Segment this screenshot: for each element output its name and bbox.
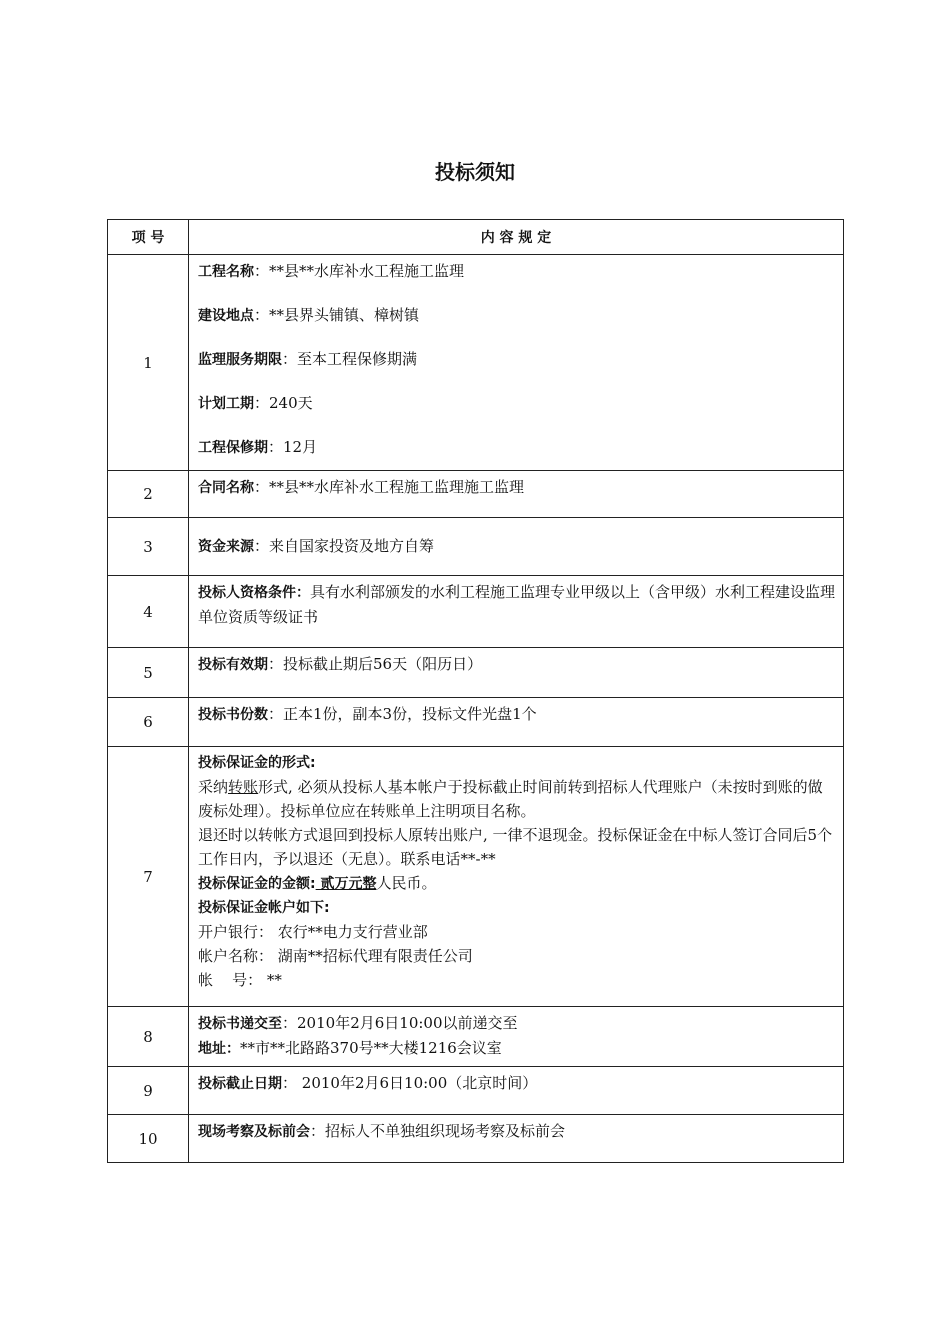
schedule-line — [198, 391, 835, 416]
field-value: **市**北路路370号**大楼1216会议室 — [240, 1039, 502, 1057]
field-value: 2010年2月6日10:00（北京时间） — [297, 1074, 538, 1092]
field-value: 12月 — [283, 438, 318, 456]
row-number: 4 — [108, 576, 189, 648]
field-sep: ： — [268, 705, 284, 723]
row-number: 10 — [108, 1115, 189, 1163]
row-content — [189, 518, 844, 576]
deposit-bank: 开户银行： 农行**电力支行营业部 — [198, 923, 428, 941]
field-value: 正本1份，副本3份，投标文件光盘1个 — [283, 705, 537, 723]
field-label: 地址： — [198, 1041, 240, 1057]
field-sep: ： — [282, 1074, 298, 1092]
field-value: 招标人不单独组织现场考察及标前会 — [325, 1122, 566, 1140]
deposit-account-name: 帐户名称： 湖南**招标代理有限责任公司 — [198, 947, 473, 965]
address-line — [198, 1036, 835, 1061]
table-row — [108, 1067, 844, 1115]
field-label: 投标截止日期 — [198, 1076, 282, 1092]
row-number: 2 — [108, 471, 189, 518]
row-content — [189, 698, 844, 747]
field-sep: ： — [268, 438, 284, 456]
deposit-amount-value: 贰万元整 — [315, 876, 377, 892]
table-row — [108, 1007, 844, 1067]
field-value: **县界头铺镇、樟树镇 — [269, 306, 420, 324]
field-sep: ： — [254, 394, 270, 412]
field-sep: ： — [282, 1014, 298, 1032]
field-label: 建设地点 — [198, 308, 254, 324]
page-title: 投标须知 — [435, 160, 515, 184]
table-row — [108, 747, 844, 1007]
row-number: 8 — [108, 1007, 189, 1067]
row-number: 6 — [108, 698, 189, 747]
field-sep: ： — [254, 537, 270, 555]
table-header-row — [108, 220, 844, 255]
deposit-amount-label: 投标保证金的金额: — [198, 876, 316, 892]
table-row — [108, 1115, 844, 1163]
row-number: 5 — [108, 648, 189, 698]
field-label: 工程名称 — [198, 264, 254, 280]
field-label: 投标人资格条件： — [198, 585, 310, 601]
location-line — [198, 303, 835, 328]
deposit-amount-suffix: 人民币。 — [376, 874, 437, 892]
field-value: 具有水利部颁发的水利工程施工监理专业甲级以上（含甲级）水利工程建设监理单位资质等级证书 — [198, 583, 836, 626]
row-content — [189, 576, 844, 648]
field-label: 监理服务期限 — [198, 352, 282, 368]
field-value: **县**水库补水工程施工监理 — [269, 262, 465, 280]
field-sep: ： — [310, 1122, 326, 1140]
warranty-line — [198, 435, 835, 460]
field-label: 投标书递交至 — [198, 1016, 282, 1032]
field-label: 现场考察及标前会 — [198, 1124, 310, 1140]
deposit-form-text-underlined: 转账 — [228, 778, 259, 796]
deposit-amount-line — [198, 871, 835, 896]
deposit-form-label: 投标保证金的形式: — [198, 755, 316, 771]
field-value: 至本工程保修期满 — [297, 350, 418, 368]
field-sep: ： — [268, 655, 284, 673]
project-name-line — [198, 259, 835, 284]
field-label: 资金来源 — [198, 539, 254, 555]
table-row — [108, 576, 844, 648]
field-label: 计划工期 — [198, 396, 254, 412]
column-header-no: 项 号 — [108, 220, 189, 255]
deposit-form-text-a: 采纳 — [198, 778, 229, 796]
row-content — [189, 1067, 844, 1115]
deposit-refund-text: 退还时以转帐方式退回到投标人原转出账户, 一律不退现金。投标保证金在中标人签订合同后5个工作日内，予以退还（无息）。联系电话**-** — [198, 826, 833, 868]
field-sep: ： — [282, 350, 298, 368]
deposit-form-text — [198, 775, 835, 823]
column-header-content: 内 容 规 定 — [189, 220, 844, 255]
table-row — [108, 698, 844, 747]
deposit-form-text-b: 形式, 必须从投标人基本帐户于投标截止时间前转到招标人代理账户（未按时到账的做废标处理）。投标单位应在转账单上注明项目名称。 — [198, 778, 823, 820]
bid-instructions-table — [107, 219, 844, 1163]
row-number: 9 — [108, 1067, 189, 1115]
field-label: 工程保修期 — [198, 440, 268, 456]
field-value: 投标截止期后56天（阳历日） — [283, 655, 483, 673]
service-period-line — [198, 347, 835, 372]
field-sep: ： — [254, 262, 270, 280]
table-row — [108, 255, 844, 471]
field-sep: ： — [254, 306, 270, 324]
field-label: 投标书份数 — [198, 707, 268, 723]
field-value: 2010年2月6日10:00以前递交至 — [297, 1014, 518, 1032]
field-value: **县**水库补水工程施工监理施工监理 — [269, 478, 525, 496]
submission-line — [198, 1011, 835, 1036]
field-value: 240天 — [269, 394, 313, 412]
row-content — [189, 1007, 844, 1067]
row-content — [189, 255, 844, 471]
field-label: 合同名称 — [198, 480, 254, 496]
row-content — [189, 1115, 844, 1163]
deposit-account-no: 帐 号： ** — [198, 971, 282, 989]
row-number: 1 — [108, 255, 189, 471]
table-row — [108, 518, 844, 576]
field-value: 来自国家投资及地方自筹 — [269, 537, 435, 555]
row-content — [189, 747, 844, 1007]
deposit-account-label: 投标保证金帐户如下: — [198, 900, 330, 916]
row-content — [189, 648, 844, 698]
table-row — [108, 648, 844, 698]
row-number: 3 — [108, 518, 189, 576]
row-content — [189, 471, 844, 518]
field-sep: ： — [254, 478, 270, 496]
field-label: 投标有效期 — [198, 657, 268, 673]
row-number: 7 — [108, 747, 189, 1007]
table-row — [108, 471, 844, 518]
